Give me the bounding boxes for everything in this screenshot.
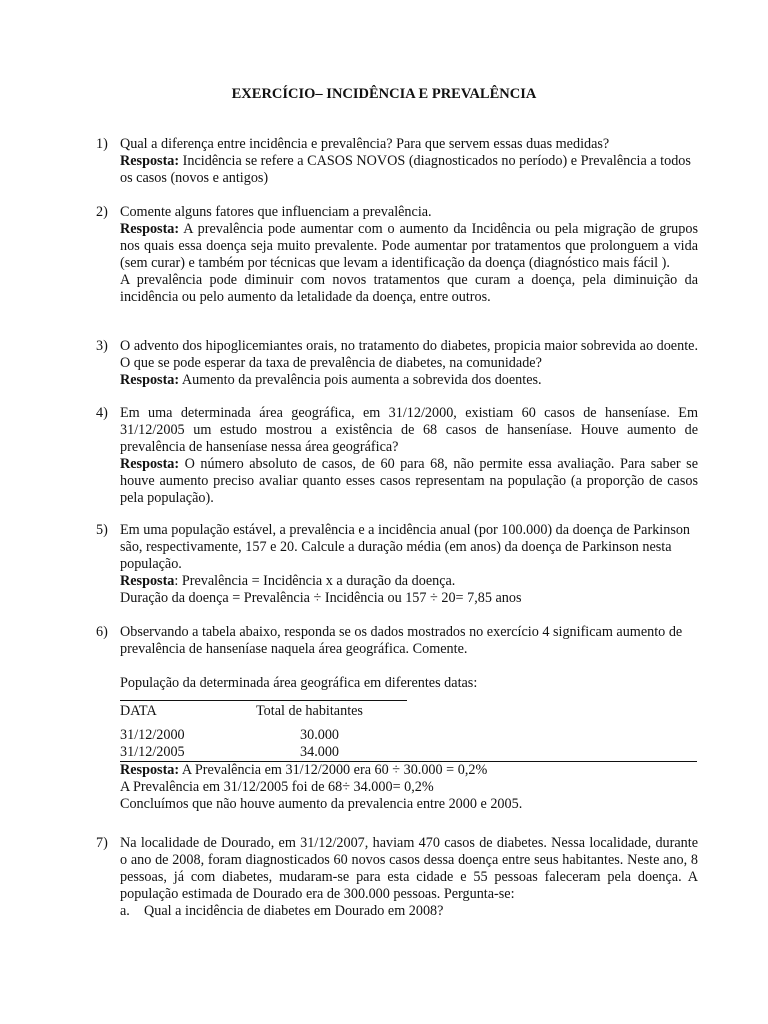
table-header-date: DATA (120, 703, 157, 719)
question-5 (96, 522, 698, 607)
question-number: 3) (96, 338, 108, 354)
question-4 (96, 405, 698, 507)
question-text: O advento dos hipoglicemiantes orais, no tratamento do diabetes, propicia maior sobrevida ao doente. O que se pode esperar da taxa de prevalência de diabetes, na comunidade? (120, 338, 698, 371)
question-3 (96, 338, 698, 389)
answer-text: : Prevalência = Incidência x a duração da doença. (174, 573, 456, 589)
question-6 (96, 624, 698, 813)
answer-label: Resposta: (120, 221, 180, 237)
question-text: Em uma população estável, a prevalência e a incidência anual (por 100.000) da doença de Parkinson são, respectivamente, 157 e 20. Calcule a duração média (em anos) da doença de Parkinson nesta população. (120, 522, 691, 572)
question-number: 7) (96, 835, 108, 851)
table-cell-total: 30.000 (300, 727, 340, 743)
question-number: 2) (96, 204, 108, 220)
answer-text: Incidência se refere a CASOS NOVOS (diagnosticados no período) e Prevalência a todos os casos (novos e antigos) (120, 153, 691, 186)
table-header-total: Total de habitantes (256, 703, 363, 719)
table-top-rule (120, 700, 407, 701)
question-text: Comente alguns fatores que influenciam a prevalência. (120, 204, 432, 220)
answer-text: A prevalência pode aumentar com o aumento da Incidência ou pela migração de grupos nos quais essa doença seja muito prevalente. Pode aumentar por tratamentos que prolonguem a vida (sem curar) e também por técnicas que levam a identificação da doença (diagnóstico mais fácil ). (120, 221, 698, 271)
sub-question-text: Qual a incidência de diabetes em Dourado em 2008? (144, 903, 444, 919)
page-title: EXERCÍCIO– INCIDÊNCIA E PREVALÊNCIA (231, 86, 537, 102)
table-cell-date: 31/12/2000 (120, 727, 185, 743)
answer-label: Resposta: (120, 153, 180, 169)
table-row (120, 727, 698, 744)
question-7 (96, 835, 698, 920)
population-table (120, 700, 698, 762)
answer-label: Resposta: (120, 372, 180, 388)
question-text: Observando a tabela abaixo, responda se os dados mostrados no exercício 4 significam aumento de prevalência de hanseníase naquela área geográfica. Comente. (120, 624, 683, 657)
answer-text-2: A Prevalência em 31/12/2005 foi de 68÷ 34.000= 0,2% (120, 779, 434, 795)
question-number: 5) (96, 522, 108, 538)
table-caption: População da determinada área geográfica em diferentes datas: (120, 675, 478, 691)
answer-text: Aumento da prevalência pois aumenta a sobrevida dos doentes. (179, 372, 542, 388)
table-header-row (120, 703, 698, 720)
sub-question-a (120, 903, 698, 920)
question-number: 4) (96, 405, 108, 421)
answer-label: Resposta: (120, 456, 180, 472)
question-1 (96, 136, 698, 187)
answer-label: Resposta (120, 573, 175, 589)
sub-question-label: a. (120, 903, 130, 919)
answer-extra-text: Duração da doença = Prevalência ÷ Incidência ou 157 ÷ 20= 7,85 anos (120, 590, 522, 606)
question-text: Na localidade de Dourado, em 31/12/2007, haviam 470 casos de diabetes. Nessa localidade, durante o ano de 2008, foram diagnosticados 60 novos casos dessa doença entre seus habitantes. Neste ano, 8 pessoas, já com diabetes, mudaram-se para esta cidade e 55 pessoas faleceram pela doença. A população estimada de Dourado era de 300.000 pessoas. Pergunta-se: (120, 835, 698, 902)
answer-text: O número absoluto de casos, de 60 para 68, não permite essa avaliação. Para saber se houve aumento preciso avaliar quanto esses casos representam na população (a proporção de casos pela população). (120, 456, 698, 506)
answer-conclusion: Concluímos que não houve aumento da prevalencia entre 2000 e 2005. (120, 796, 523, 812)
question-text: Qual a diferença entre incidência e prevalência? Para que servem essas duas medidas? (120, 136, 610, 152)
question-number: 1) (96, 136, 108, 152)
table-row (120, 744, 698, 761)
answer-text: A Prevalência em 31/12/2000 era 60 ÷ 30.000 = 0,2% (179, 762, 488, 778)
table-cell-total: 34.000 (300, 744, 340, 760)
table-cell-date: 31/12/2005 (120, 744, 185, 760)
question-2 (96, 204, 698, 306)
answer-extra-text: A prevalência pode diminuir com novos tratamentos que curam a doença, pela diminuição da incidência ou pelo aumento da letalidade da doença, entre outros. (120, 272, 698, 305)
table-bottom-rule (120, 761, 697, 762)
answer-label: Resposta: (120, 762, 180, 778)
question-number: 6) (96, 624, 108, 640)
question-text: Em uma determinada área geográfica, em 31/12/2000, existiam 60 casos de hanseníase. Em 31/12/2005 um estudo mostrou a existência de 68 casos de hanseníase. Houve aumento de prevalência de hanseníase nessa área geográfica? (120, 405, 698, 455)
